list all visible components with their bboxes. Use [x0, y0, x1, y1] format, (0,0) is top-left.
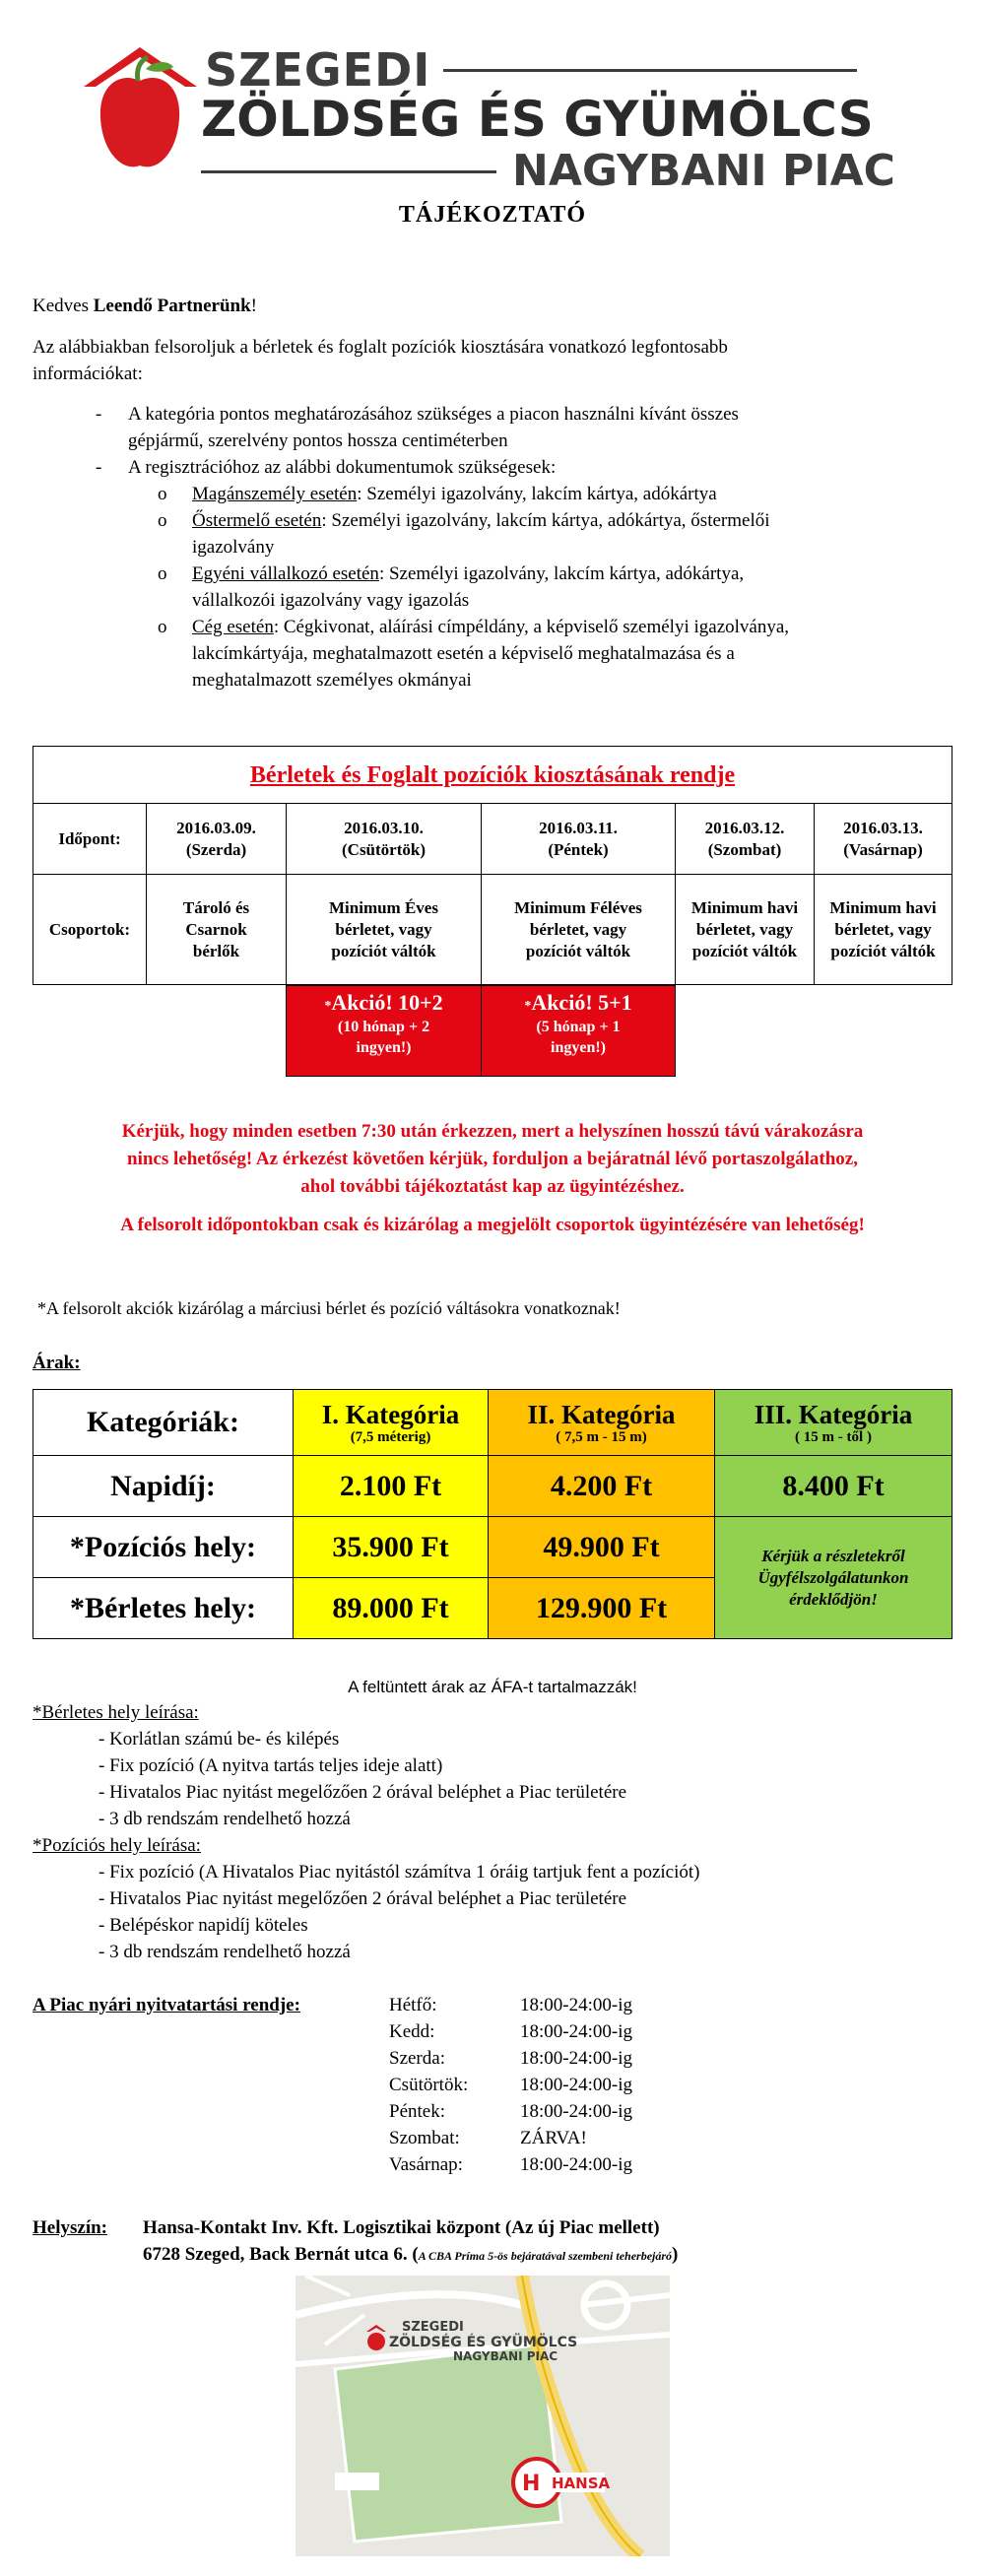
map-graphic [296, 2276, 670, 2556]
price-row-label: *Bérletes hely: [33, 1578, 294, 1639]
doc-item-producer: Őstermelő esetén: Személyi igazolvány, lakcím kártya, adókártya, őstermelői [192, 510, 770, 531]
schedule-group-cell: Minimum Éves bérletet, vagy pozíciót váltók [287, 875, 482, 985]
price-value: 35.900 Ft [294, 1517, 489, 1578]
doc-item-entrepreneur-cont: vállalkozói igazolvány vagy igazolás [192, 590, 470, 611]
notice-line-3: ahol további tájékoztatást kap az ügyintézéshez. [300, 1176, 685, 1197]
bullet2: A regisztrációhoz az alábbi dokumentumok szükségesek: [128, 457, 557, 478]
price-row-label: *Pozíciós hely: [33, 1517, 294, 1578]
schedule-date-cell: 2016.03.12. (Szombat) [676, 804, 815, 875]
logo-rule-bottom [201, 170, 496, 173]
hours-time: 18:00-24:00-ig [520, 2048, 632, 2069]
berletes-item: - Korlátlan számú be- és kilépés [98, 1729, 340, 1750]
promo-box-annual: *Akció! 10+2 (10 hónap + 2 ingyen!) [286, 985, 482, 1077]
hours-time: ZÁRVA! [520, 2128, 587, 2148]
bullet1-line1: A kategória pontos meghatározásához szükséges a piacon használni kívánt összes [128, 404, 739, 425]
price-row-position [33, 1517, 952, 1578]
hours-title: A Piac nyári nyitvatartási rendje: [33, 1995, 300, 2015]
svg-text:ZÖLDSÉG ÉS GYÜMÖLCS: ZÖLDSÉG ÉS GYÜMÖLCS [389, 2335, 578, 2350]
hours-day: Szombat: [389, 2128, 460, 2148]
hours-day: Szerda: [389, 2048, 445, 2069]
hours-time: 18:00-24:00-ig [520, 1995, 632, 2015]
doc-item-producer-cont: igazolvány [192, 537, 275, 558]
hours-day: Hétfő: [389, 1995, 437, 2015]
schedule-date-cell: 2016.03.09. (Szerda) [147, 804, 287, 875]
price-value: 89.000 Ft [294, 1578, 489, 1639]
circle-bullet-icon: o [158, 510, 167, 531]
hours-time: 18:00-24:00-ig [520, 2154, 632, 2175]
hours-day: Péntek: [389, 2101, 445, 2122]
price-row-label: Napidíj: [33, 1456, 294, 1517]
schedule-date-cell: 2016.03.13. (Vasárnap) [815, 804, 952, 875]
poziciós-item: - Fix pozíció (A Hivatalos Piac nyitástól számítva 1 óráig tartjuk fent a pozíciót) [98, 1862, 700, 1882]
price-value: 2.100 Ft [294, 1456, 489, 1517]
hours-day: Vasárnap: [389, 2154, 463, 2175]
category-1-header: I. Kategória (7,5 méterig) [294, 1390, 489, 1456]
hours-day: Kedd: [389, 2021, 435, 2042]
svg-text:NAGYBANI PIAC: NAGYBANI PIAC [453, 2349, 558, 2363]
intro-line-1: Az alábbiakban felsoroljuk a bérletek és foglalt pozíciók kiosztására vonatkozó legfontosabb [33, 337, 728, 358]
category-3-note: Kérjük a részletekről Ügyfélszolgálatunkon érdeklődjön! [715, 1517, 952, 1639]
doc-item-company-cont1: lakcímkártyája, meghatalmazott esetén a képviselő meghatalmazása és a [192, 643, 735, 664]
bullet-dash: - [96, 404, 102, 425]
hours-time: 18:00-24:00-ig [520, 2075, 632, 2095]
price-table [33, 1389, 952, 1639]
categories-label: Kategóriák: [33, 1390, 294, 1456]
schedule-date-cell: 2016.03.10. (Csütörtök) [287, 804, 482, 875]
schedule-date-row [33, 804, 952, 875]
hours-day: Csütörtök: [389, 2075, 469, 2095]
prices-heading: Árak: [33, 1353, 81, 1373]
logo-rule-top [443, 69, 857, 72]
schedule-group-cell: Tároló és Csarnok bérlők [147, 875, 287, 985]
bullet-dash: - [96, 457, 102, 478]
location-map [296, 2276, 670, 2556]
group-row-label: Csoportok: [33, 875, 147, 985]
promo-box-halfyear: *Akció! 5+1 (5 hónap + 1 ingyen!) [481, 985, 676, 1077]
location-line-2: 6728 Szeged, Back Bernát utca 6. (A CBA Príma 5-ös bejáratával szembeni teherbejáró) [143, 2244, 679, 2265]
intro-line-2: információkat: [33, 363, 143, 384]
bullet1-line2: gépjármű, szerelvény pontos hossza centiméterben [128, 430, 508, 451]
page-title: TÁJÉKOZTATÓ [398, 202, 587, 228]
doc-item-company: Cég esetén: Cégkivonat, aláírási címpéldány, a képviselő személyi igazolványa, [192, 617, 790, 637]
svg-text:SZEGEDI: SZEGEDI [402, 2320, 464, 2335]
berletes-title: *Bérletes hely leírása: [33, 1702, 199, 1723]
schedule-group-cell: Minimum Féléves bérletet, vagy pozíciót váltók [482, 875, 676, 985]
schedule-heading: Bérletek és Foglalt pozíciók kiosztásának rendje [33, 747, 952, 804]
greeting-name: Leendő Partnerünk [93, 296, 251, 316]
vat-note: A feltüntett árak az ÁFA-t tartalmazzák! [348, 1678, 637, 1696]
notice-line-4: A felsorolt időpontokban csak és kizárólag a megjelölt csoportok ügyintézésére van lehetőség! [120, 1215, 865, 1235]
doc-item-entrepreneur: Egyéni vállalkozó esetén: Személyi igazolvány, lakcím kártya, adókártya, [192, 563, 745, 584]
greeting-suffix: ! [250, 296, 257, 316]
location-label: Helyszín: [33, 2217, 107, 2238]
circle-bullet-icon: o [158, 617, 167, 637]
berletes-item: - Fix pozíció (A nyitva tartás teljes ideje alatt) [98, 1755, 443, 1776]
price-value: 4.200 Ft [489, 1456, 715, 1517]
footnote: *A felsorolt akciók kizárólag a márciusi bérlet és pozíció váltásokra vonatkoznak! [37, 1298, 621, 1318]
berletes-item: - Hivatalos Piac nyitást megelőzően 2 órával beléphet a Piac területére [98, 1782, 627, 1803]
price-value: 8.400 Ft [715, 1456, 952, 1517]
doc-item-individual: Magánszemély esetén: Személyi igazolvány, lakcím kártya, adókártya [192, 484, 717, 504]
hours-time: 18:00-24:00-ig [520, 2101, 632, 2122]
hours-time: 18:00-24:00-ig [520, 2021, 632, 2042]
berletes-item: - 3 db rendszám rendelhető hozzá [98, 1809, 351, 1829]
notice-line-2: nincs lehetőség! Az érkezést követően kérjük, forduljon a bejáratnál lévő portaszolgálathoz, [127, 1149, 858, 1169]
greeting [33, 293, 257, 319]
poziciós-title: *Pozíciós hely leírása: [33, 1835, 201, 1856]
logo-line-1: SZEGEDI [205, 43, 431, 97]
poziciós-item: - 3 db rendszám rendelhető hozzá [98, 1942, 351, 1962]
category-2-header: II. Kategória ( 7,5 m - 15 m) [489, 1390, 715, 1456]
poziciós-item: - Belépéskor napidíj köteles [98, 1915, 308, 1936]
date-row-label: Időpont: [33, 804, 147, 875]
greeting-prefix: Kedves [33, 296, 94, 316]
category-3-header: III. Kategória ( 15 m - től ) [715, 1390, 952, 1456]
market-logo [79, 39, 895, 196]
price-row-daily [33, 1456, 952, 1517]
doc-item-company-cont2: meghatalmazott személyes okmányai [192, 670, 472, 691]
schedule-group-row [33, 875, 952, 985]
circle-bullet-icon: o [158, 484, 167, 504]
logo-line-3: NAGYBANI PIAC [512, 146, 895, 196]
schedule-group-cell: Minimum havi bérletet, vagy pozíciót váltók [676, 875, 815, 985]
logo-line-2: ZÖLDSÉG ÉS GYÜMÖLCS [201, 91, 874, 148]
price-value: 129.900 Ft [489, 1578, 715, 1639]
svg-text:HANSA: HANSA [552, 2475, 611, 2492]
location-line-1: Hansa-Kontakt Inv. Kft. Logisztikai központ (Az új Piac mellett) [143, 2217, 660, 2238]
price-value: 49.900 Ft [489, 1517, 715, 1578]
apple-house-icon [79, 39, 207, 187]
price-header-row [33, 1390, 952, 1456]
svg-text:H: H [522, 2472, 541, 2496]
poziciós-item: - Hivatalos Piac nyitást megelőzően 2 órával beléphet a Piac területére [98, 1888, 627, 1909]
notice-line-1: Kérjük, hogy minden esetben 7:30 után érkezzen, mert a helyszínen hosszú távú várakozásra [121, 1121, 864, 1142]
schedule-date-cell: 2016.03.11. (Péntek) [482, 804, 676, 875]
circle-bullet-icon: o [158, 563, 167, 584]
schedule-table [33, 746, 952, 985]
schedule-group-cell: Minimum havi bérletet, vagy pozíciót váltók [815, 875, 952, 985]
